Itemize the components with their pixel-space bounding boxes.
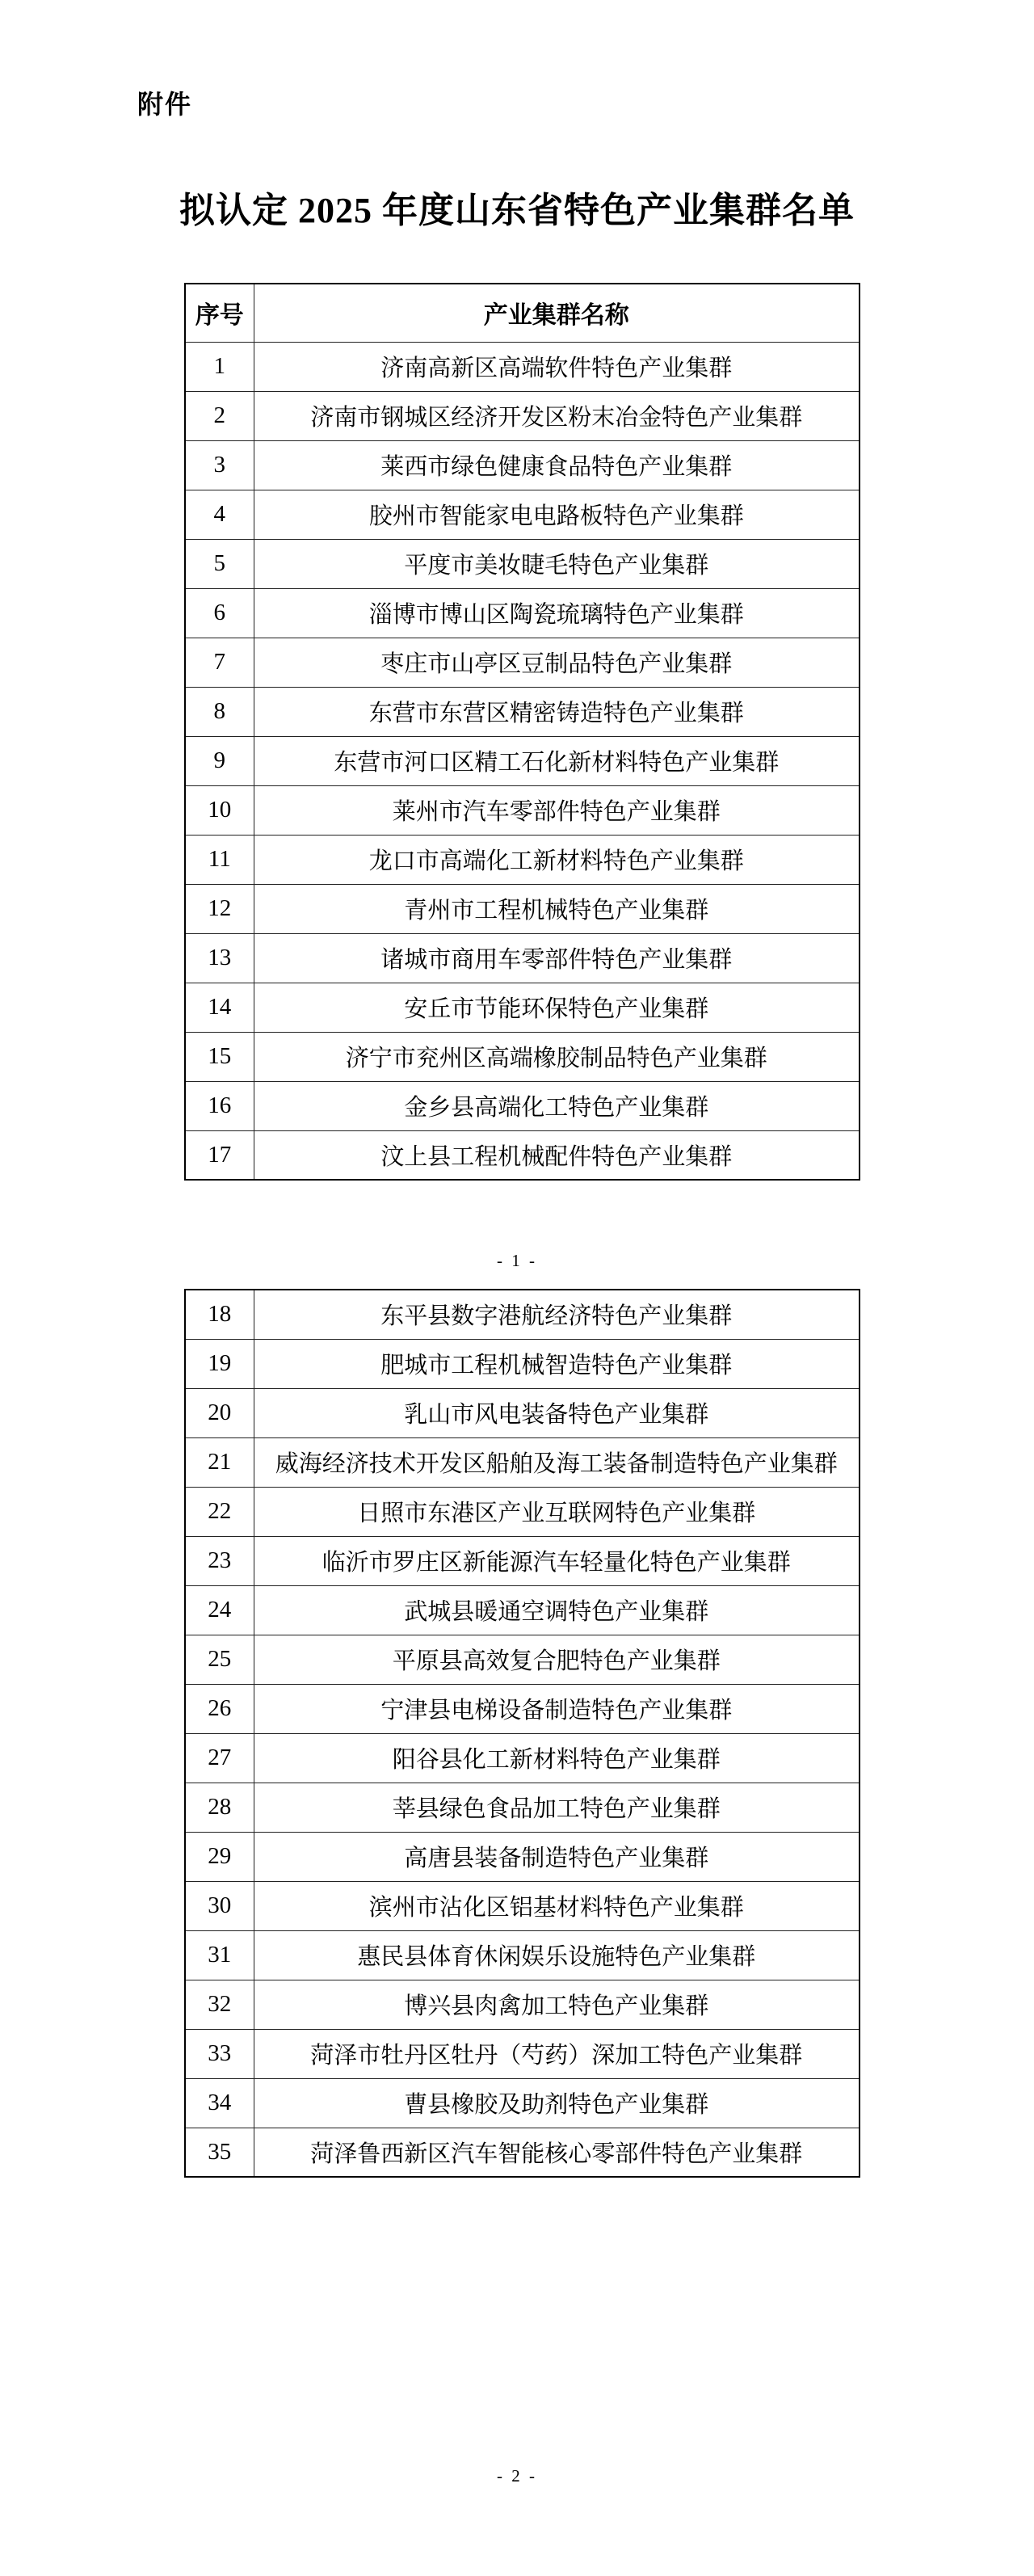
row-index-cell: 11 xyxy=(185,835,254,884)
row-index-cell: 20 xyxy=(185,1388,254,1437)
row-index-cell: 35 xyxy=(185,2128,254,2177)
row-index-cell: 34 xyxy=(185,2078,254,2128)
table-row xyxy=(185,1980,860,2029)
table-row xyxy=(185,1487,860,1536)
table-header-row xyxy=(185,284,860,342)
table-row xyxy=(185,1536,860,1585)
row-name-cell: 东营市河口区精工石化新材料特色产业集群 xyxy=(254,736,860,785)
row-index-cell: 12 xyxy=(185,884,254,933)
row-index-cell: 6 xyxy=(185,588,254,638)
table-row xyxy=(185,1783,860,1832)
table-row xyxy=(185,884,860,933)
table-row xyxy=(185,539,860,588)
table-row xyxy=(185,1684,860,1733)
row-index-cell: 2 xyxy=(185,391,254,440)
row-index-cell: 15 xyxy=(185,1032,254,1081)
row-name-cell: 金乡县高端化工特色产业集群 xyxy=(254,1081,860,1130)
row-index-cell: 30 xyxy=(185,1881,254,1930)
table-row xyxy=(185,391,860,440)
row-name-cell: 高唐县装备制造特色产业集群 xyxy=(254,1832,860,1881)
row-name-cell: 龙口市高端化工新材料特色产业集群 xyxy=(254,835,860,884)
column-header-name: 产业集群名称 xyxy=(254,284,860,342)
table-row xyxy=(185,1339,860,1388)
table-body-page-2 xyxy=(185,1290,860,2177)
row-index-cell: 18 xyxy=(185,1290,254,1339)
table-row xyxy=(185,1388,860,1437)
column-header-index: 序号 xyxy=(185,284,254,342)
row-index-cell: 8 xyxy=(185,687,254,736)
table-row xyxy=(185,1930,860,1980)
row-name-cell: 宁津县电梯设备制造特色产业集群 xyxy=(254,1684,860,1733)
row-name-cell: 济宁市兖州区高端橡胶制品特色产业集群 xyxy=(254,1032,860,1081)
table-row xyxy=(185,785,860,835)
table-row xyxy=(185,933,860,983)
row-name-cell: 青州市工程机械特色产业集群 xyxy=(254,884,860,933)
row-index-cell: 26 xyxy=(185,1684,254,1733)
page-title: 拟认定 2025 年度山东省特色产业集群名单 xyxy=(179,191,855,230)
row-index-cell: 19 xyxy=(185,1339,254,1388)
cluster-table-page-1 xyxy=(184,283,860,1181)
row-index-cell: 21 xyxy=(185,1437,254,1487)
row-name-cell: 武城县暖通空调特色产业集群 xyxy=(254,1585,860,1635)
table-row xyxy=(185,1081,860,1130)
row-index-cell: 10 xyxy=(185,785,254,835)
table-row xyxy=(185,1585,860,1635)
row-index-cell: 31 xyxy=(185,1930,254,1980)
table-row xyxy=(185,1635,860,1684)
table-row xyxy=(185,983,860,1032)
table-row xyxy=(185,2128,860,2177)
row-name-cell: 曹县橡胶及助剂特色产业集群 xyxy=(254,2078,860,2128)
table-row xyxy=(185,2029,860,2078)
cluster-table-page-2 xyxy=(184,1289,860,2178)
table-row xyxy=(185,835,860,884)
row-index-cell: 28 xyxy=(185,1783,254,1832)
row-index-cell: 7 xyxy=(185,638,254,687)
row-name-cell: 济南市钢城区经济开发区粉末冶金特色产业集群 xyxy=(254,391,860,440)
row-name-cell: 菏泽市牡丹区牡丹（芍药）深加工特色产业集群 xyxy=(254,2029,860,2078)
row-name-cell: 平原县高效复合肥特色产业集群 xyxy=(254,1635,860,1684)
row-name-cell: 威海经济技术开发区船舶及海工装备制造特色产业集群 xyxy=(254,1437,860,1487)
row-name-cell: 淄博市博山区陶瓷琉璃特色产业集群 xyxy=(254,588,860,638)
row-name-cell: 诸城市商用车零部件特色产业集群 xyxy=(254,933,860,983)
row-index-cell: 23 xyxy=(185,1536,254,1585)
row-name-cell: 阳谷县化工新材料特色产业集群 xyxy=(254,1733,860,1783)
row-index-cell: 16 xyxy=(185,1081,254,1130)
table-row xyxy=(185,1733,860,1783)
table-row xyxy=(185,1032,860,1081)
row-name-cell: 济南高新区高端软件特色产业集群 xyxy=(254,342,860,391)
row-index-cell: 24 xyxy=(185,1585,254,1635)
row-index-cell: 14 xyxy=(185,983,254,1032)
table-row xyxy=(185,588,860,638)
table-row xyxy=(185,440,860,490)
row-name-cell: 乳山市风电装备特色产业集群 xyxy=(254,1388,860,1437)
row-index-cell: 29 xyxy=(185,1832,254,1881)
row-name-cell: 汶上县工程机械配件特色产业集群 xyxy=(254,1130,860,1180)
table-row xyxy=(185,687,860,736)
row-name-cell: 东营市东营区精密铸造特色产业集群 xyxy=(254,687,860,736)
row-name-cell: 惠民县体育休闲娱乐设施特色产业集群 xyxy=(254,1930,860,1980)
table-row xyxy=(185,490,860,539)
table-row xyxy=(185,1832,860,1881)
row-name-cell: 胶州市智能家电电路板特色产业集群 xyxy=(254,490,860,539)
row-index-cell: 22 xyxy=(185,1487,254,1536)
row-name-cell: 莱州市汽车零部件特色产业集群 xyxy=(254,785,860,835)
row-index-cell: 1 xyxy=(185,342,254,391)
table-row xyxy=(185,1290,860,1339)
table-row xyxy=(185,1881,860,1930)
table-row xyxy=(185,1437,860,1487)
row-index-cell: 13 xyxy=(185,933,254,983)
row-name-cell: 菏泽鲁西新区汽车智能核心零部件特色产业集群 xyxy=(254,2128,860,2177)
row-name-cell: 安丘市节能环保特色产业集群 xyxy=(254,983,860,1032)
row-index-cell: 33 xyxy=(185,2029,254,2078)
row-index-cell: 4 xyxy=(185,490,254,539)
row-index-cell: 27 xyxy=(185,1733,254,1783)
row-name-cell: 日照市东港区产业互联网特色产业集群 xyxy=(254,1487,860,1536)
row-name-cell: 临沂市罗庄区新能源汽车轻量化特色产业集群 xyxy=(254,1536,860,1585)
table-row xyxy=(185,2078,860,2128)
table-row xyxy=(185,342,860,391)
attachment-label: 附件 xyxy=(137,90,193,119)
table-row xyxy=(185,638,860,687)
row-index-cell: 3 xyxy=(185,440,254,490)
table-row xyxy=(185,1130,860,1180)
row-name-cell: 莱西市绿色健康食品特色产业集群 xyxy=(254,440,860,490)
row-index-cell: 17 xyxy=(185,1130,254,1180)
table-body-page-1 xyxy=(185,342,860,1180)
row-index-cell: 25 xyxy=(185,1635,254,1684)
row-index-cell: 9 xyxy=(185,736,254,785)
row-name-cell: 东平县数字港航经济特色产业集群 xyxy=(254,1290,860,1339)
row-index-cell: 5 xyxy=(185,539,254,588)
page-number-2: - 2 - xyxy=(497,2466,537,2486)
row-name-cell: 枣庄市山亭区豆制品特色产业集群 xyxy=(254,638,860,687)
row-name-cell: 肥城市工程机械智造特色产业集群 xyxy=(254,1339,860,1388)
row-name-cell: 博兴县肉禽加工特色产业集群 xyxy=(254,1980,860,2029)
row-name-cell: 莘县绿色食品加工特色产业集群 xyxy=(254,1783,860,1832)
table-row xyxy=(185,736,860,785)
row-name-cell: 滨州市沾化区铝基材料特色产业集群 xyxy=(254,1881,860,1930)
row-name-cell: 平度市美妆睫毛特色产业集群 xyxy=(254,539,860,588)
page-number-1: - 1 - xyxy=(497,1251,537,1270)
row-index-cell: 32 xyxy=(185,1980,254,2029)
